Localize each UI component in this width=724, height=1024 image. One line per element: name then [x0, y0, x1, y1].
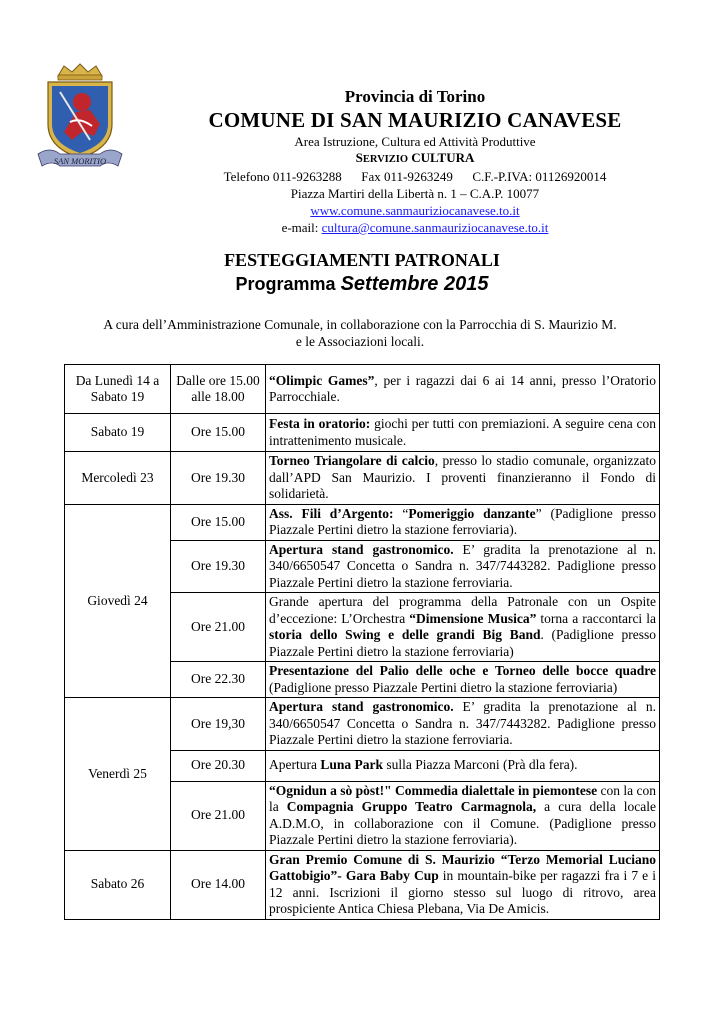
- time-cell: Dalle ore 15.00 alle 18.00: [171, 365, 266, 414]
- day-cell: Da Lunedì 14 a Sabato 19: [65, 365, 171, 414]
- municipal-crest: [30, 62, 130, 180]
- table-row: [65, 504, 660, 540]
- address: Piazza Martiri della Libertà n. 1 – C.A.P. 10077: [290, 186, 540, 201]
- table-row: [65, 698, 660, 751]
- event-cell: Grande apertura del programma della Patronale con un Ospite d’eccezione: L’Orchestra “Dimensione Musica” torna a raccontarci la storia dello Swing e delle grandi Big Band. (Padiglione presso Piazzale Pertini dietro la stazione ferroviaria): [266, 593, 660, 662]
- time-cell: Ore 19.30: [171, 540, 266, 593]
- event-cell: Festa in oratorio: giochi per tutti con premiazioni. A seguire cena con intrattenimento musicale.: [266, 414, 660, 452]
- event-cell: “Olimpic Games”, per i ragazzi dai 6 ai 14 anni, presso l’Oratorio Parrocchiale.: [266, 365, 660, 414]
- program-subtitle: Programma Settembre 2015: [235, 273, 489, 295]
- contact-line: [160, 168, 670, 185]
- province-name: Provincia di Torino: [344, 87, 486, 106]
- document-title: FESTEGGIAMENTI PATRONALI: [224, 250, 500, 270]
- area-name: Area Istruzione, Cultura ed Attività Produttive: [294, 134, 536, 149]
- event-cell: Apertura Luna Park sulla Piazza Marconi (Prà dla fera).: [266, 750, 660, 781]
- table-row: [65, 850, 660, 919]
- time-cell: Ore 14.00: [171, 850, 266, 919]
- table-row: [65, 452, 660, 505]
- time-cell: Ore 19.30: [171, 452, 266, 505]
- table-row: [65, 414, 660, 452]
- letterhead: [160, 86, 670, 236]
- event-cell: Torneo Triangolare di calcio, presso lo stadio comunale, organizzato dall’APD San Maurizio. I proventi finanzieranno il Fondo di solidarietà.: [266, 452, 660, 505]
- event-cell: Presentazione del Palio delle oche e Torneo delle bocce quadre (Padiglione presso Piazzale Pertini dietro la stazione ferroviaria): [266, 662, 660, 698]
- comune-name: COMUNE DI SAN MAURIZIO CANAVESE: [208, 108, 622, 132]
- event-cell: Gran Premio Comune di S. Maurizio “Terzo Memorial Luciano Gattobigio”- Gara Baby Cup in mountain-bike per ragazzi fra i 7 e i 12 anni. Iscrizioni il giorno stesso sul luogo di ritrovo, area prospiciente Antica Chiesa Plebana, Via De Amicis.: [266, 850, 660, 919]
- time-cell: Ore 21.00: [171, 781, 266, 850]
- day-cell: Venerdì 25: [65, 698, 171, 851]
- phone-number: Telefono 011-9263288: [223, 169, 342, 184]
- fax-number: Fax 011-9263249: [361, 169, 453, 184]
- event-cell: Ass. Fili d’Argento: “Pomeriggio danzante” (Padiglione presso Piazzale Pertini dietro la stazione ferroviaria).: [266, 504, 660, 540]
- event-cell: “Ognidun a sò pòst!" Commedia dialettale in piemontese con la con la Compagnia Gruppo Teatro Carmagnola, a cura della locale A.D.M.O, in collaborazione con il Comune. (Padiglione presso Piazzale Pertini dietro la stazione ferroviaria).: [266, 781, 660, 850]
- event-cell: Apertura stand gastronomico. E’ gradita la prenotazione al n. 340/6650547 Concetta o Sandra n. 347/7443282. Padiglione presso Piazzale Pertini dietro la stazione ferroviaria.: [266, 540, 660, 593]
- time-cell: Ore 15.00: [171, 504, 266, 540]
- email-link[interactable]: cultura@comune.sanmauriziocanavese.to.it: [321, 220, 549, 235]
- program-month: Settembre 2015: [340, 273, 489, 295]
- day-cell: Giovedì 24: [65, 504, 171, 698]
- intro-text: A cura dell’Amministrazione Comunale, in collaborazione con la Parrocchia di S. Maurizio M. e le Associazioni locali.: [103, 317, 617, 349]
- website-link[interactable]: www.comune.sanmauriziocanavese.to.it: [310, 203, 520, 218]
- email-line: e-mail: cultura@comune.sanmauriziocanavese.to.it: [281, 220, 549, 235]
- time-cell: Ore 19,30: [171, 698, 266, 751]
- table-row: [65, 365, 660, 414]
- time-cell: Ore 20.30: [171, 750, 266, 781]
- event-cell: Apertura stand gastronomico. E’ gradita la prenotazione al n. 340/6650547 Concetta o Sandra n. 347/7443282. Padiglione presso Piazzale Pertini dietro la stazione ferroviaria.: [266, 698, 660, 751]
- day-cell: Sabato 26: [65, 850, 171, 919]
- vat-number: C.F.-P.IVA: 01126920014: [472, 169, 607, 184]
- svg-text:SAN MORITIO: SAN MORITIO: [53, 156, 107, 166]
- program-table: [64, 364, 660, 920]
- day-cell: Mercoledì 23: [65, 452, 171, 505]
- day-cell: Sabato 19: [65, 414, 171, 452]
- time-cell: Ore 21.00: [171, 593, 266, 662]
- time-cell: Ore 15.00: [171, 414, 266, 452]
- time-cell: Ore 22.30: [171, 662, 266, 698]
- service-name: SERVIZIO CULTURA: [355, 150, 475, 165]
